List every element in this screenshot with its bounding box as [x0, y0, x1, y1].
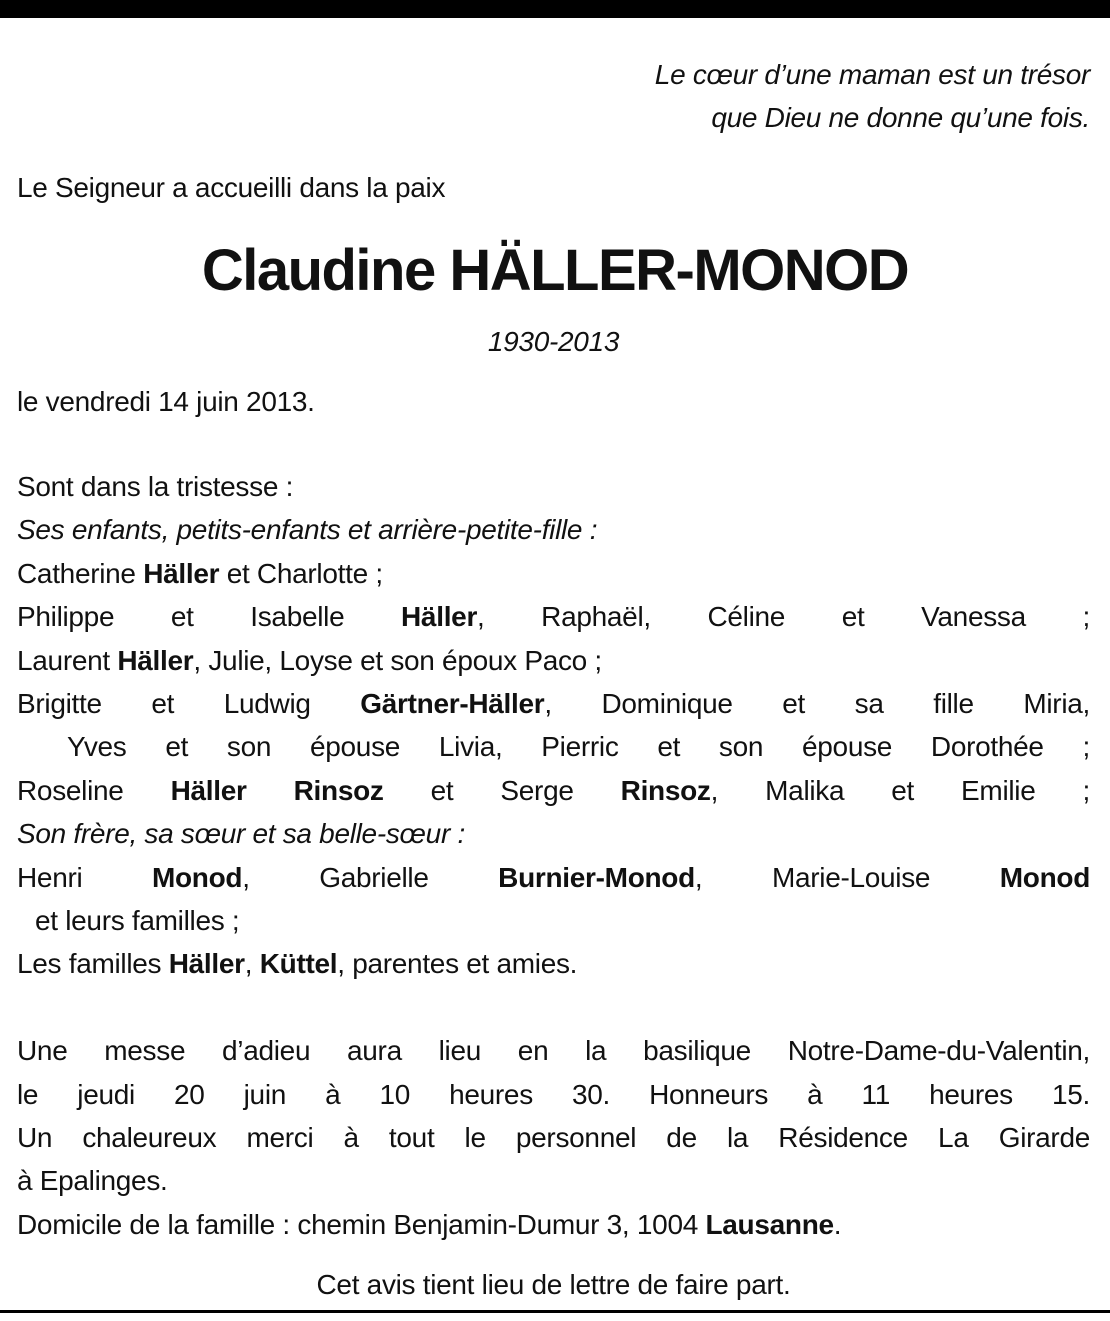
text-line — [17, 600, 1090, 634]
text-line — [17, 1078, 1090, 1112]
top-border — [0, 0, 1110, 18]
text-segment: . — [833, 1208, 842, 1240]
text-line — [17, 1164, 1090, 1198]
text-segment: et Serge — [383, 774, 621, 806]
text-segment: Philippe et Isabelle — [17, 601, 402, 633]
text-segment: , parentes et amies. — [337, 948, 578, 980]
closing-note: Cet avis tient lieu de lettre de faire part. — [316, 1269, 791, 1300]
family-name-bold: Rinsoz — [620, 774, 711, 806]
life-years: 1930-2013 — [487, 326, 620, 357]
text-segment: Laurent — [17, 644, 118, 676]
family-name-bold: Häller — [143, 557, 220, 589]
text-segment: , Malika et Emilie ; — [710, 774, 1090, 806]
text-segment: Roseline — [17, 774, 171, 806]
epigraph-line-1: Le cœur d’une maman est un trésor — [654, 59, 1090, 90]
text-segment: Son frère, sa sœur et sa belle-sœur : — [17, 818, 465, 850]
text-segment: Brigitte et Ludwig — [17, 688, 361, 719]
family-name-bold: Häller — [168, 948, 245, 980]
text-segment: à Epalinges. — [17, 1165, 168, 1197]
text-segment: et Charlotte ; — [219, 557, 383, 589]
epigraph-line-2: que Dieu ne donne qu’une fois. — [711, 102, 1090, 133]
text-segment: Domicile de la famille : chemin Benjamin-Dumur 3, 1004 — [17, 1208, 706, 1240]
text-line — [17, 1034, 1090, 1068]
text-line — [17, 861, 1090, 895]
text-segment: , Dominique et sa fille Miria, — [544, 688, 1090, 719]
deceased-name: Claudine HÄLLER-MONOD — [201, 238, 909, 303]
family-name-bold: Häller — [401, 601, 478, 633]
family-name-bold: Küttel — [259, 948, 338, 980]
text-segment: Catherine — [17, 557, 144, 589]
family-name-bold: Häller Rinsoz — [170, 774, 384, 806]
date-of-death: le vendredi 14 juin 2013. — [17, 386, 315, 417]
text-line — [17, 687, 1090, 721]
text-segment: Sont dans la tristesse : — [17, 471, 294, 502]
text-line — [17, 817, 1090, 851]
text-segment: , Raphaël, Céline et Vanessa ; — [477, 601, 1091, 633]
text-segment: le jeudi 20 juin à 10 heures 30. Honneurs à 11 heures 15. — [17, 1078, 1090, 1110]
text-segment: , Julie, Loyse et son époux Paco ; — [193, 644, 602, 676]
text-line — [17, 947, 1090, 981]
text-segment: , Marie-Louise — [694, 861, 1000, 893]
text-line — [17, 513, 1090, 547]
text-line — [67, 730, 1090, 764]
text-segment: , — [244, 948, 260, 980]
text-line — [17, 1121, 1090, 1155]
text-line — [17, 774, 1090, 808]
family-name-bold: Lausanne — [705, 1208, 834, 1240]
text-line — [17, 644, 1090, 678]
text-segment: Henri — [17, 861, 152, 893]
family-name-bold: Monod — [151, 861, 243, 893]
family-name-bold: Häller — [117, 644, 194, 676]
text-segment: Un chaleureux merci à tout le personnel de la Résidence La Girarde — [17, 1122, 1090, 1153]
intro-text: Le Seigneur a accueilli dans la paix — [17, 172, 446, 203]
text-line — [17, 470, 1090, 504]
text-line — [17, 557, 1090, 591]
bottom-border — [0, 1310, 1110, 1313]
family-name-bold: Gärtner-Häller — [360, 688, 545, 719]
text-segment: , Gabrielle — [242, 861, 499, 893]
family-name-bold: Monod — [999, 861, 1091, 893]
text-line — [17, 1208, 1090, 1242]
text-segment: et leurs familles ; — [35, 905, 240, 936]
text-segment: Yves et son épouse Livia, Pierric et son épouse Dorothée ; — [67, 731, 1090, 763]
text-segment: Une messe d’adieu aura lieu en la basilique Notre-Dame-du-Valentin, — [17, 1035, 1090, 1067]
family-name-bold: Burnier-Monod — [498, 861, 695, 893]
text-segment: Ses enfants, petits-enfants et arrière-petite-fille : — [17, 514, 598, 546]
text-segment: Les familles — [17, 948, 169, 980]
text-line — [35, 904, 1108, 938]
